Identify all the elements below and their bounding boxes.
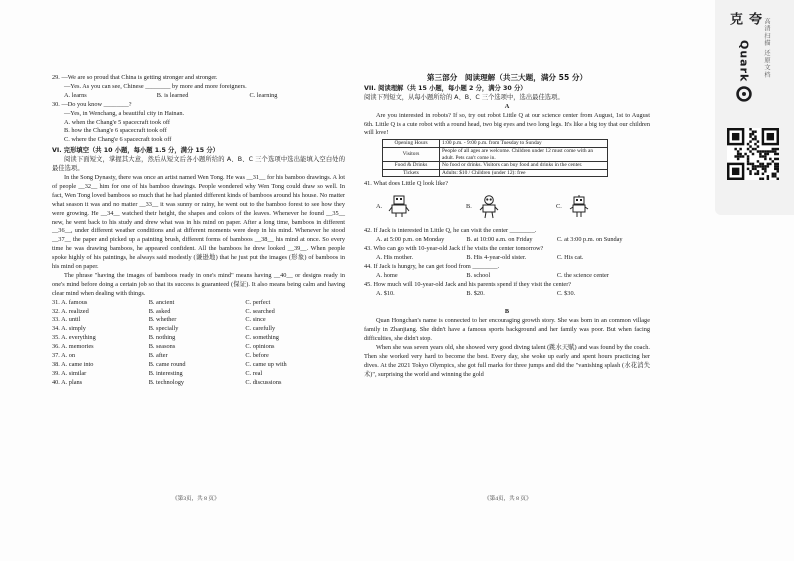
q43-stem: 43. Who can go with 10-year-old Jack if he visits the center tomorrow? (364, 245, 544, 253)
cloze-choice-row (52, 334, 345, 343)
q29-option-b: B. is learned (156, 91, 189, 99)
cloze-choice-option: C. discussions (245, 378, 282, 386)
q44-stem: 44. If Jack is hungry, he can get food from ________. (364, 262, 500, 270)
table-value: No food or drinks. Visitors can buy food and drinks in the center. (440, 162, 608, 170)
q30-option-b: B. how the Chang'e 6 spacecraft took off (64, 127, 167, 135)
left-footer: 《第3页，共 8 页》 (172, 496, 220, 502)
cloze-choices (52, 299, 345, 388)
cloze-choice-row (52, 379, 345, 388)
q43-option-b: B. His 4-year-old sister. (466, 253, 527, 261)
cloze-passage-p1: In the Song Dynasty, there was once an artist named Wen Tong. He was __31__ for his bamboo drawings. A lot of people __32__ him for one of his bamboo drawings. People wondered why Wen Tong could draw so well. In fact, Wen Tong loved bamboos so much that he had planted different kinds of bamboos around his house. No matter what season it was and no matter __33__ it was sunny or rainy, he went out to the bamboo forest to see how they were growing. He __34__ watched their height, the shapes and colors of the leaves. Whenever he found __35__ new, he went back to his study and drew what was in his mind on paper. After a long time, bamboos in different __36__, under different weather conditions and at different moments were deep in his mind. Whenever he stood __37__ the paper and picked up a painting brush, different forms of bamboos __38__ his mind at once. So every time he was drawing bamboos, he appeared confident. All the bamboos he drew looked __39__. When people spoke highly of his paintings, he always said modestly (谦逊地) that he just put the images (形象) of bamboos in his mind on paper. (52, 173, 345, 271)
cloze-choice-option: 36. A. memories (52, 343, 94, 351)
quark-logo-icon (736, 86, 752, 102)
table-key: Visitors (383, 147, 440, 161)
cloze-choice-option: B. ancient (148, 298, 175, 306)
q30-stem: 30. —Do you know ________? (52, 100, 132, 108)
q41-option-b (466, 195, 556, 219)
q29-stem: 29. —We are so proud that China is getting stronger and stronger. (52, 74, 218, 81)
part3-title: 第三部分 阅读理解（共三大题，满分 55 分） (426, 73, 588, 82)
cloze-choice-row (52, 308, 345, 317)
cloze-choice-row (52, 299, 345, 308)
passage-b-label: B (504, 308, 510, 316)
passage-b-p1: Quan Hongchan's name is connected to her encouraging growth story. She was born in an common village family in Zhanjiang. She didn't have a famous sports background and her family was poor. But when facing difficulties, she didn't stop. (364, 317, 650, 343)
cloze-choice-option: 35. A. everything (52, 334, 96, 342)
q44-option-c: C. the science center (556, 271, 609, 279)
q41-stem: 41. What does Little Q look like? (364, 180, 448, 188)
q41-option-a-label: A. (376, 202, 383, 210)
cloze-choice-option: 33. A. until (52, 316, 81, 324)
table-row (383, 140, 608, 148)
q43-options (364, 254, 650, 263)
robot-square-head-icon (388, 195, 410, 219)
section6-title: VI. 完形填空（共 10 小题，每小题 1.5 分，满分 15 分） (52, 147, 219, 155)
table-row (383, 147, 608, 161)
table-key: Tickets (383, 169, 440, 177)
table-row (383, 162, 608, 170)
q41-option-b-label: B. (466, 202, 472, 210)
right-column (364, 74, 650, 380)
cloze-choice-row (52, 361, 345, 370)
cloze-choice-option: C. carefully (245, 325, 276, 333)
cloze-choice-option: B. nothing (148, 334, 176, 342)
q29-line2: —Yes. As you can see, Chinese ________ by more and more foreigners. (64, 82, 247, 90)
cloze-choice-option: C. searched (245, 307, 275, 315)
left-column (52, 74, 345, 388)
cloze-choice-option: C. something (245, 334, 279, 342)
q44-option-b: B. school (466, 271, 491, 279)
section7-instructions: 阅读下列短文，从每小题所给的 A、B、C 三个选项中，选出最佳选项。 (364, 93, 564, 101)
cloze-choice-option: 31. A. famous (52, 298, 88, 306)
cloze-choice-option: B. interesting (148, 369, 183, 377)
cloze-choice-option: B. specially (148, 325, 179, 333)
table-value: 1:00 p.m. - 9:00 p.m. from Tuesday to Sunday (440, 140, 608, 148)
cloze-choice-option: 32. A. realized (52, 307, 89, 315)
q41-option-c (556, 195, 646, 219)
q41-option-c-label: C. (556, 202, 562, 210)
right-footer: 《第4页，共 8 页》 (484, 496, 532, 502)
q42-stem: 42. If Jack is interested in Little Q, he can visit the center ________. (364, 227, 537, 235)
cloze-choice-option: C. opinions (245, 343, 275, 351)
table-key: Food & Drinks (383, 162, 440, 170)
q42-option-c: C. at 3:00 p.m. on Sunday (556, 236, 623, 244)
qr-code-icon[interactable] (727, 128, 779, 180)
cloze-choice-option: B. whether (148, 316, 177, 324)
cloze-choice-option: B. asked (148, 307, 171, 315)
quark-slogan: 高清扫描 还原文档 (763, 18, 770, 79)
q30-option-a: A. when the Chang'e 5 spacecraft took off (64, 118, 170, 126)
table-value: Adults: $10 / Children (under 12): free (440, 169, 608, 177)
cloze-choice-row (52, 316, 345, 325)
q43-option-c: C. His cat. (556, 253, 584, 261)
cloze-choice-row (52, 343, 345, 352)
q41-robot-options (364, 194, 650, 220)
cloze-choice-option: 34. A. simply (52, 325, 86, 333)
q29-option-a: A. learns (64, 91, 87, 99)
q45-stem: 45. How much will 10-year-old Jack and his parents spend if they visit the center? (364, 280, 572, 288)
cloze-choice-row (52, 325, 345, 334)
robot-round-head-icon (478, 195, 500, 219)
section7-title: VII. 阅读理解（共 15 小题，每小题 2 分，满分 30 分） (364, 84, 527, 92)
cloze-choice-option: B. after (148, 352, 168, 360)
q41-option-a (376, 195, 466, 219)
q42-option-b: B. at 10:00 a.m. on Friday (466, 236, 533, 244)
quark-brand-latin: Quark (737, 39, 751, 83)
cloze-choice-option: C. before (245, 352, 269, 360)
q45-option-b: B. $20. (466, 289, 485, 297)
quark-brand (727, 12, 761, 102)
table-row (383, 169, 608, 177)
cloze-choice-option: B. technology (148, 378, 185, 386)
cloze-choice-row (52, 352, 345, 361)
robot-antenna-icon (568, 195, 590, 219)
cloze-choice-option: 39. A. similar (52, 369, 87, 377)
q43-option-a: A. His mother. (376, 253, 414, 261)
table-value: People of all ages are welcome. Children under 12 must come with an adult. Pets can't come in. (440, 147, 608, 161)
passage-a-label: A (504, 102, 510, 110)
q45-option-c: C. $30. (556, 289, 576, 297)
q29-option-c: C. learning (249, 91, 278, 99)
section6-instructions: 阅读下面短文，掌握其大意，然后从短文后各小题所给的 A、B、C 三个选项中选出能填入空白处的最佳选项。 (52, 156, 345, 173)
cloze-passage-p2: The phrase "having the images of bamboos ready in one's mind" means having __40__ or designs ready in one's mind before doing a certain job so that its success is guaranteed (保证). It also means being calm and having clear mind when dealing with things. (52, 271, 345, 297)
q30-line2: —Yes, in Wenchang, a beautiful city in Hainan. (64, 109, 185, 117)
passage-a-text: Are you interested in robots? If so, try out robot Little Q at our science center from August, 1st to August 6th. Little Q is a cute robot with a round head, two big eyes and two long legs. It's like a big toy that our children will love! (364, 111, 650, 137)
cloze-choice-row (52, 370, 345, 379)
q42-option-a: A. at 5:00 p.m. on Monday (376, 236, 445, 244)
q42-options (364, 236, 650, 245)
q29-options (52, 92, 345, 101)
cloze-choice-option: B. seasons (148, 343, 176, 351)
cloze-choice-option: C. since (245, 316, 266, 324)
cloze-choice-option: C. real (245, 369, 263, 377)
q45-options (364, 290, 650, 299)
cloze-choice-option: C. came up with (245, 361, 287, 368)
cloze-choice-option: B. came round (148, 361, 186, 368)
quark-brand-name: 夸克 (727, 12, 761, 26)
cloze-choice-option: C. perfect (245, 298, 271, 306)
passage-b-p2: When she was seven years old, she showed very good diving talent (跳水天赋) and was found by the coach. Then she worked very hard to become the best. Every day, she woke up early and spent hours practicing her dives. At the 2021 Tokyo Olympics, she got full marks for three jumps and did the "vanishing splash (水花消失术)", surprising the world and winning the gold (364, 344, 650, 378)
cloze-choice-option: 37. A. on (52, 352, 76, 360)
q30-option-c: C. where the Chang'e 6 spacecraft took off (64, 136, 172, 144)
q45-option-a: A. $10. (376, 289, 395, 297)
cloze-choice-option: 38. A. came into (52, 361, 94, 368)
q44-options (364, 272, 650, 281)
table-key: Opening Hours (383, 140, 440, 148)
center-info-table (382, 139, 608, 177)
q44-option-a: A. home (376, 271, 398, 279)
cloze-choice-option: 40. A. plans (52, 378, 83, 386)
